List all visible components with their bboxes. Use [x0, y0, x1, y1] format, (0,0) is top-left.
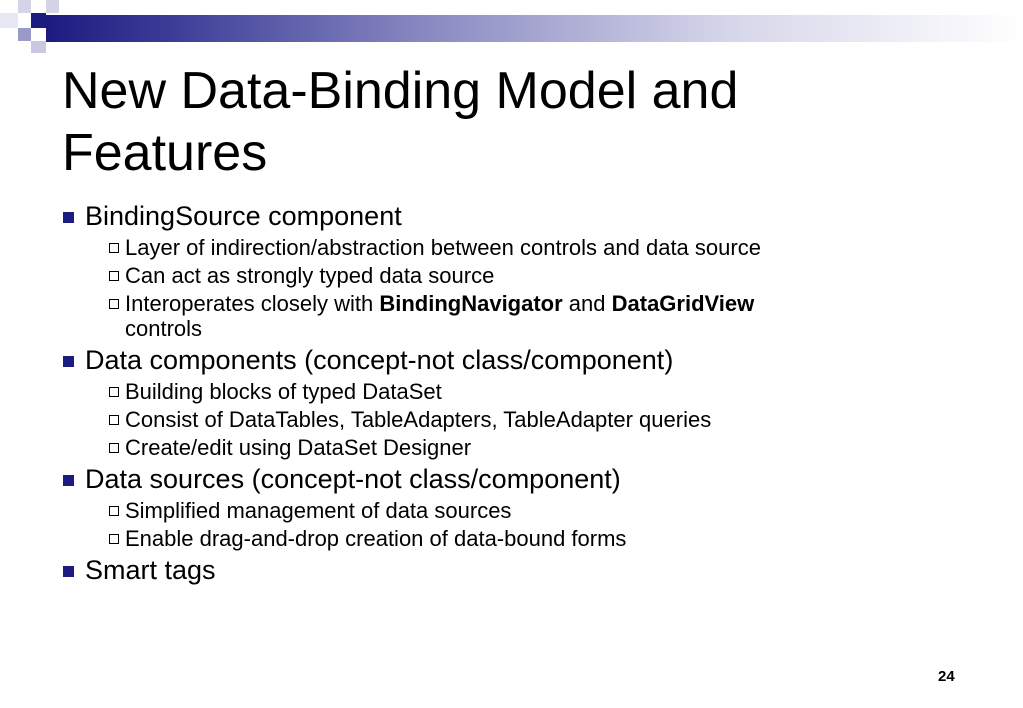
decor-square — [18, 28, 31, 41]
sub-bullet-text: Building blocks of typed DataSet — [125, 379, 442, 404]
header-gradient-bar — [46, 15, 1023, 42]
page-number: 24 — [938, 668, 955, 685]
hollow-square-bullet-icon — [109, 387, 119, 397]
bullet-label: Data components (concept-not class/component) — [85, 345, 674, 375]
sub-bullet-bold-term: DataGridView — [611, 291, 755, 316]
sub-bullet-text: Simplified management of data sources — [125, 498, 512, 523]
sub-bullet-text-part: controls — [125, 316, 203, 341]
sub-bullet-text: Consist of DataTables, TableAdapters, TableAdapter queries — [125, 407, 712, 432]
bullet-label: Smart tags — [85, 555, 216, 585]
bullet-binding-source — [62, 200, 962, 232]
sub-bullet-text: Layer of indirection/abstraction between controls and data source — [125, 235, 761, 260]
bullet-label: BindingSource component — [85, 201, 402, 231]
slide-title-line2: Features — [62, 124, 268, 182]
sub-bullet-text: Can act as strongly typed data source — [125, 263, 495, 288]
slide-body — [62, 200, 962, 587]
bullet-label: Data sources (concept-not class/component) — [85, 464, 621, 494]
sub-bullet — [62, 407, 962, 432]
bullet-data-components — [62, 344, 962, 376]
hollow-square-bullet-icon — [109, 299, 119, 309]
hollow-square-bullet-icon — [109, 271, 119, 281]
sub-bullet-text-part: Interoperates closely with — [125, 291, 380, 316]
sub-bullet — [62, 379, 962, 404]
hollow-square-bullet-icon — [109, 443, 119, 453]
sub-bullet — [62, 498, 962, 523]
square-bullet-icon — [63, 356, 74, 367]
sub-bullet — [62, 235, 962, 260]
bullet-data-sources — [62, 463, 962, 495]
sub-bullet-text-part: and — [562, 291, 612, 316]
sub-bullet — [62, 526, 962, 551]
sub-bullet-text: Enable drag-and-drop creation of data-bound forms — [125, 526, 627, 551]
bullet-smart-tags — [62, 554, 962, 586]
sub-bullet — [62, 263, 962, 288]
sub-bullet — [62, 435, 962, 460]
square-bullet-icon — [63, 212, 74, 223]
slide-title — [62, 60, 962, 184]
hollow-square-bullet-icon — [109, 243, 119, 253]
decor-square — [31, 13, 46, 28]
square-bullet-icon — [63, 566, 74, 577]
square-bullet-icon — [63, 475, 74, 486]
decor-square — [18, 0, 31, 13]
sub-bullet — [62, 291, 962, 341]
decor-square — [59, 0, 72, 13]
hollow-square-bullet-icon — [109, 506, 119, 516]
slide-title-line1: New Data-Binding Model and — [62, 62, 739, 120]
hollow-square-bullet-icon — [109, 534, 119, 544]
decor-square — [0, 13, 18, 28]
hollow-square-bullet-icon — [109, 415, 119, 425]
header-decoration — [0, 0, 1023, 52]
sub-bullet-bold-term: BindingNavigator — [379, 291, 563, 316]
decor-square — [31, 41, 46, 53]
decor-square — [46, 0, 59, 13]
sub-bullet-text: Create/edit using DataSet Designer — [125, 435, 472, 460]
